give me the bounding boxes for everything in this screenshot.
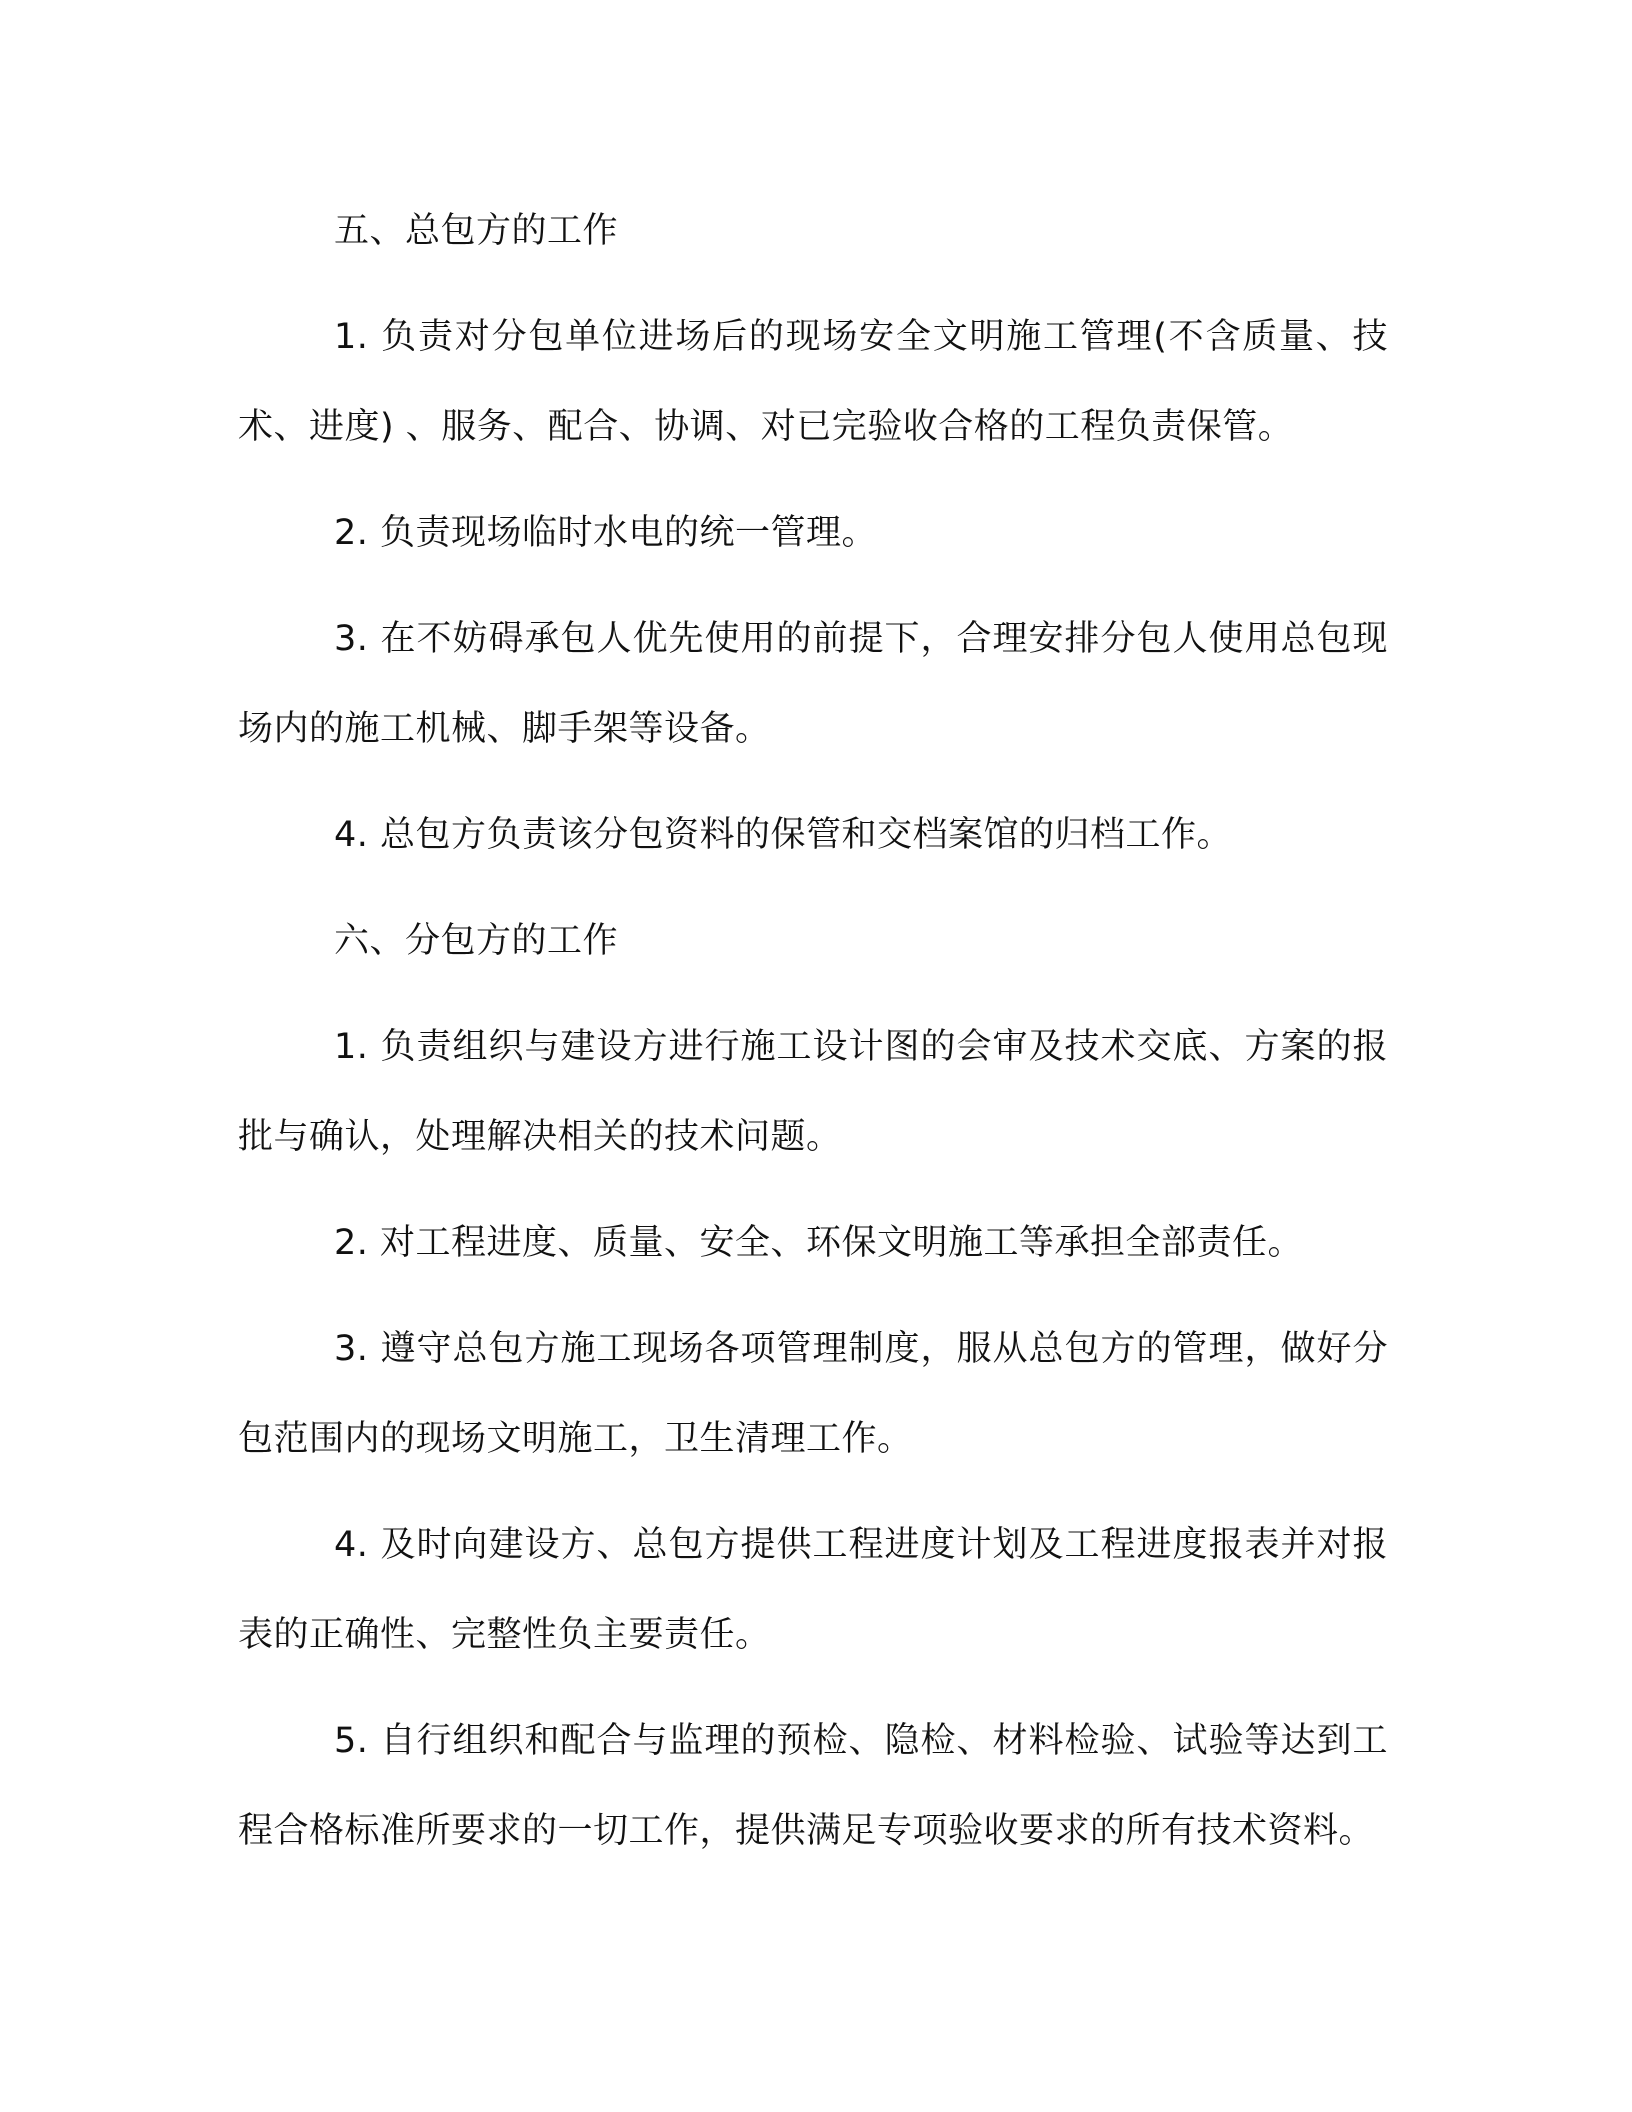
section-heading: 五、总包方的工作 (334, 211, 619, 251)
list-item: 5. 自行组织和配合与监理的预检、隐检、材料检验、试验等达到工程合格标准所要求的一切工作，提供满足专项验收要求的所有技术资料。 (238, 1721, 1388, 1851)
list-item: 4. 总包方负责该分包资料的保管和交档案馆的归档工作。 (334, 815, 1233, 855)
list-item: 3. 在不妨碍承包人优先使用的前提下，合理安排分包人使用总包现场内的施工机械、脚手架等设备。 (238, 619, 1388, 749)
document-body (238, 186, 1388, 1892)
list-item: 2. 负责现场临时水电的统一管理。 (334, 513, 878, 553)
list-item: 1. 负责组织与建设方进行施工设计图的会审及技术交底、方案的报批与确认，处理解决相关的技术问题。 (238, 1027, 1388, 1157)
list-item: 2. 对工程进度、质量、安全、环保文明施工等承担全部责任。 (334, 1223, 1304, 1263)
list-item: 1. 负责对分包单位进场后的现场安全文明施工管理(不含质量、技术、进度) 、服务、配合、协调、对已完验收合格的工程负责保管。 (238, 317, 1388, 447)
list-item: 4. 及时向建设方、总包方提供工程进度计划及工程进度报表并对报表的正确性、完整性负主要责任。 (238, 1525, 1388, 1655)
section-heading: 六、分包方的工作 (334, 921, 619, 961)
list-item: 3. 遵守总包方施工现场各项管理制度，服从总包方的管理，做好分包范围内的现场文明施工，卫生清理工作。 (238, 1329, 1388, 1459)
